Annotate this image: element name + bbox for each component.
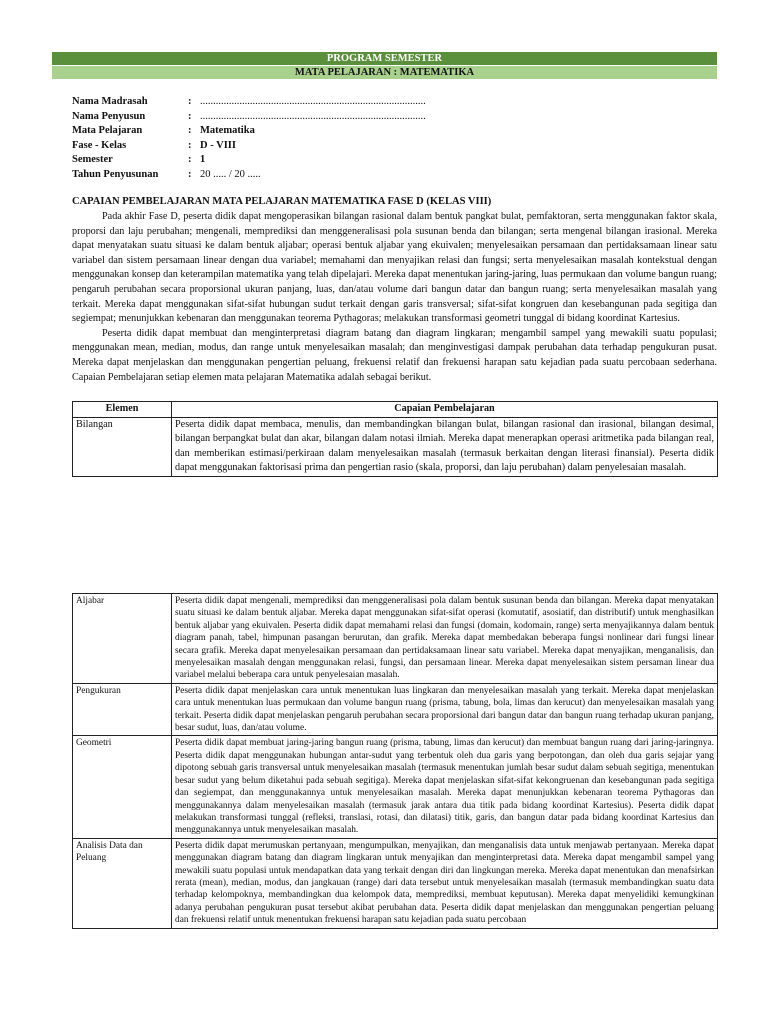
table-row (73, 683, 718, 736)
info-value: 1 (200, 154, 206, 165)
elemen-cell: Bilangan (73, 417, 172, 476)
elemen-cell: Analisis Data dan Peluang (73, 838, 172, 928)
paragraph: Peserta didik dapat membuat dan menginterpretasi diagram batang dan diagram lingkaran; mengambil sampel yang mewakili suatu populasi; menggunakan mean, median, modus, dan range untuk menyelesaikan masalah; dan menginvestigasi dampak perubahan data terhadap pengukuran pusat. Mereka dapat menjelaskan dan menggunakan pengertian peluang, frekuensi relatif dan frekuensi harapan satu kejadian pada suatu percobaan sederhana. Capaian Pembelajaran setiap elemen mata pelajaran Matematika adalah sebagai berikut. (72, 327, 717, 383)
info-row-penyusun (72, 110, 426, 125)
capaian-cell: Peserta didik dapat menjelaskan cara untuk menentukan luas lingkaran dan menyelesaikan masalah yang terkait. Mereka dapat menjelaskan cara untuk menentukan luas permukaan dan volume bangun ruang (prisma, tabung, bola, limas dan kerucut) dan menyelesaikan masalah yang terkait. Peserta didik dapat menjelaskan pengaruh perubahan secara proporsional dari bangun datar dan bangun ruang terhadap ukuran panjang, besar sudut, luas, dan/atau volume. (172, 683, 718, 736)
capaian-table-page2 (72, 593, 718, 929)
subject-title: MATA PELAJARAN : MATEMATIKA (52, 66, 717, 79)
info-row-tahun (72, 168, 426, 183)
info-label: Fase - Kelas (72, 139, 127, 151)
capaian-cell: Peserta didik dapat membaca, menulis, dan membandingkan bilangan bulat, bilangan rasional dan irasional, bilangan desimal, bilangan berpangkat bulat dan akar, bilangan dalam notasi ilmiah. Mereka dapat menerapkan operasi aritmetika pada bilangan real, dan memberikan estimasi/perkiraan dalam menyelesaikan masalah (termasuk berkaitan dengan literasi finansial). Peserta didik dapat menggunakan faktorisasi prima dan pengertian rasio (skala, proporsi, dan laju perubahan) dalam penyelesaian masalah. (172, 417, 718, 476)
info-row-madrasah (72, 95, 426, 110)
info-colon: : (188, 168, 192, 180)
elemen-cell: Geometri (73, 736, 172, 838)
info-value: 20 ..... / 20 ..... (200, 168, 261, 180)
info-row-mapel (72, 124, 426, 139)
capaian-cell: Peserta didik dapat merumuskan pertanyaan, mengumpulkan, menyajikan, dan menganalisis data untuk menjawab pertanyaan. Mereka dapat menggunakan diagram batang dan diagram lingkaran untuk menyajikan dan menginterpretasi data. Mereka dapat mengambil sampel yang mewakili suatu populasi untuk mendapatkan data yang terkait dengan diri dan lingkungan mereka. Mereka dapat menentukan dan menafsirkan rerata (mean), median, modus, dan jangkauan (range) dari data tersebut untuk menyelesaikan masalah (termasuk membandingkan suatu data terhadap kelompoknya, membandingkan dua kelompok data, memprediksi, membuat keputusan). Mereka dapat menyelidiki kemungkinan adanya perubahan pengukuran pusat tersebut akibat perubahan data. Peserta didik dapat menjelaskan dan menggunakan pengertian peluang dan frekuensi relatif untuk menentukan frekuensi harapan satu kejadian pada suatu percobaan (172, 838, 718, 928)
section-heading: CAPAIAN PEMBELAJARAN MATA PELAJARAN MATEMATIKA FASE D (KELAS VIII) (72, 196, 492, 207)
identity-info (72, 95, 426, 182)
info-value: ...................................................................................... (200, 96, 426, 107)
elemen-cell: Pengukuran (73, 683, 172, 736)
table-row (73, 736, 718, 838)
table-row (73, 838, 718, 928)
elemen-cell: Aljabar (73, 594, 172, 684)
header-capaian: Capaian Pembelajaran (172, 402, 718, 418)
info-value: ...................................................................................... (200, 110, 426, 122)
capaian-table-page1 (72, 401, 718, 477)
info-row-semester (72, 153, 426, 168)
info-label: Semester (72, 154, 113, 165)
paragraph: Pada akhir Fase D, peserta didik dapat mengoperasikan bilangan rasional dalam bentuk pangkat bulat, pemfaktoran, serta menggunakan faktor skala, proporsi dan laju perubahan; mengenali, memprediksi dan menggeneralisasi pola susunan benda dan bilangan; serta mengenal bilangan irasional. Mereka dapat menyatakan suatu situasi ke dalam bentuk aljabar; operasi bentuk aljabar yang ekuivalen; menyelesaikan persamaan dan pertidaksamaan linear satu variabel dan sistem persamaan linear dengan dua variabel; memahami dan menyajikan relasi dan fungsi; serta menyelesaikan masalah kontekstual dengan menggunakan konsep dan keterampilan matematika yang telah dipelajari. Mereka dapat menentukan jaring-jaring, luas permukaan dan volume bangun ruang; pengaruh perubahan secara proporsional ukuran panjang, luas, dan/atau volume dari bangun datar dan bangun ruang; serta menyelesaikan masalah yang terkait. Mereka dapat menggunakan sifat-sifat hubungan sudut terkait dengan garis transversal; sifat-sifat kongruen dan kesebangunan pada segitiga dan segiempat; menunjukkan kebenaran dan menggunakan teorema Pythagoras; melakukan transformasi geometri tunggal di bidang koordinat Kartesius. (72, 211, 717, 325)
info-label: Nama Penyusun (72, 110, 146, 122)
info-colon: : (188, 139, 192, 151)
info-label: Mata Pelajaran (72, 125, 143, 136)
body-text (72, 210, 717, 385)
info-row-fase-kelas (72, 139, 426, 154)
info-colon: : (188, 125, 192, 136)
capaian-cell: Peserta didik dapat mengenali, memprediksi dan menggeneralisasi pola dalam bentuk susunan benda dan bilangan. Mereka dapat menyatakan suatu situasi ke dalam bentuk aljabar. Mereka dapat menggunakan sifat-sifat operasi (komutatif, asosiatif, dan distributif) untuk menghasilkan bentuk aljabar yang ekuivalen. Peserta didik dapat memahami relasi dan fungsi (domain, kodomain, range) serta menyajikannya dalam bentuk diagram panah, tabel, himpunan pasangan berurutan, dan grafik. Mereka dapat membedakan beberapa fungsi nonlinear dari fungsi linear secara grafik. Mereka dapat menyelesaikan persamaan dan pertidaksamaan linear satu variabel. Mereka dapat menyajikan, menganalisis, dan menyelesaikan masalah dengan menggunakan relasi, fungsi, dan persamaan linear. Mereka dapat menyelesaikan sistem persaman linear dua variabel melalui beberapa cara untuk penyelesaian masalah. (172, 594, 718, 684)
info-colon: : (188, 154, 192, 165)
info-label: Nama Madrasah (72, 96, 148, 107)
program-semester-title: PROGRAM SEMESTER (52, 52, 717, 65)
info-colon: : (188, 96, 192, 107)
table-row (73, 417, 718, 476)
info-value: Matematika (200, 125, 255, 136)
info-label: Tahun Penyusunan (72, 168, 159, 180)
capaian-cell: Peserta didik dapat membuat jaring-jaring bangun ruang (prisma, tabung, limas dan kerucut) dan membuat bangun ruang dari jaring-jaringnya. Peserta didik dapat menggunakan hubungan antar-sudut yang terbentuk oleh dua garis yang berpotongan, dan oleh dua garis sejajar yang dipotong sebuah garis transversal untuk menyelesaikan masalah (termasuk menentukan jumlah besar sudut dalam sebuah segitiga, menentukan besar sudut yang belum diketahui pada sebuah segitiga). Mereka dapat menjelaskan sifat-sifat kekongruenan dan kesebangunan pada segitiga dan segiempat, dan menggunakannya untuk menyelesaikan masalah. Mereka dapat menunjukkan kebenaran teorema Pythagoras dan menggunakannya dalam menyelesaikan masalah (termasuk jarak antara dua titik pada bidang koordinat Kartesius). Peserta didik dapat melakukan transformasi tunggal (refleksi, translasi, rotasi, dan dilatasi) titik, garis, dan bangun datar pada bidang koordinat Kartesius dan menggunakannya untuk menyelesaikan masalah. (172, 736, 718, 838)
header-elemen: Elemen (73, 402, 172, 418)
info-colon: : (188, 110, 192, 122)
info-value: D - VIII (200, 139, 236, 151)
table-header-row (73, 402, 718, 418)
table-row (73, 594, 718, 684)
